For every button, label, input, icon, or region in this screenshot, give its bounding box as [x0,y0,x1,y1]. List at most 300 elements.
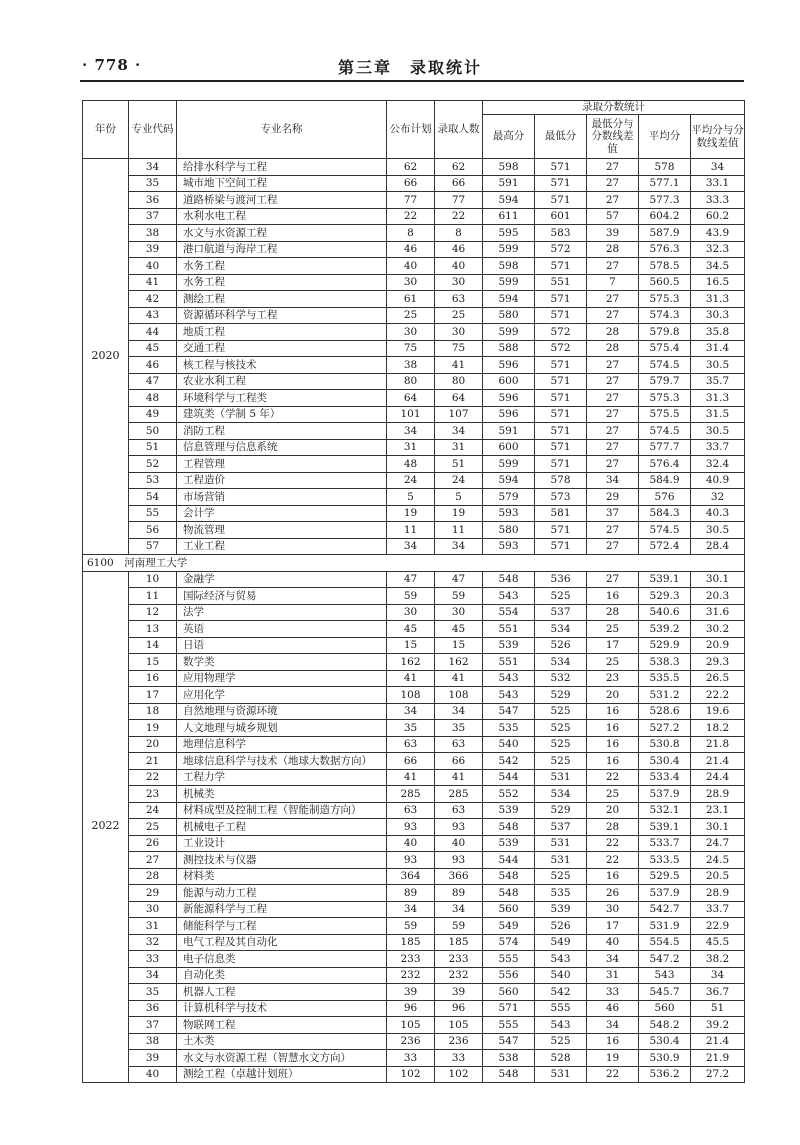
min_diff-cell: 7 [587,274,639,291]
min-cell: 535 [535,885,587,902]
admitted-cell: 162 [435,654,483,671]
min-cell: 528 [535,1050,587,1067]
name-cell: 物联网工程 [177,1017,387,1034]
min-cell: 543 [535,1017,587,1034]
avg_diff-cell: 31.6 [691,604,745,621]
code-cell: 32 [129,934,177,951]
avg_diff-cell: 45.5 [691,934,745,951]
plan-cell: 93 [387,852,435,869]
table-row [83,1017,745,1034]
max-cell: 548 [483,885,535,902]
admitted-cell: 30 [435,324,483,341]
min_diff-cell: 37 [587,505,639,522]
code-cell: 57 [129,538,177,555]
min-cell: 583 [535,225,587,242]
max-cell: 574 [483,934,535,951]
avg-cell: 575.3 [639,291,691,308]
avg_diff-cell: 33.7 [691,439,745,456]
min_diff-cell: 27 [587,456,639,473]
max-cell: 560 [483,984,535,1001]
min_diff-cell: 17 [587,637,639,654]
table-row [83,753,745,770]
table-row [83,951,745,968]
avg-cell: 576.4 [639,456,691,473]
code-cell: 30 [129,901,177,918]
table-row [83,1033,745,1050]
code-cell: 14 [129,637,177,654]
min_diff-cell: 16 [587,720,639,737]
avg-cell: 574.3 [639,307,691,324]
max-cell: 600 [483,373,535,390]
min_diff-cell: 16 [587,753,639,770]
min-cell: 571 [535,538,587,555]
name-cell: 资源循环科学与工程 [177,307,387,324]
min_diff-cell: 57 [587,208,639,225]
admitted-cell: 93 [435,852,483,869]
avg-cell: 579.7 [639,373,691,390]
admitted-cell: 25 [435,307,483,324]
avg_diff-cell: 60.2 [691,208,745,225]
admitted-cell: 59 [435,588,483,605]
plan-cell: 19 [387,505,435,522]
admitted-cell: 285 [435,786,483,803]
admitted-cell: 64 [435,390,483,407]
admitted-cell: 46 [435,241,483,258]
max-cell: 547 [483,703,535,720]
code-cell: 56 [129,522,177,539]
avg_diff-cell: 28.4 [691,538,745,555]
avg-cell: 545.7 [639,984,691,1001]
max-cell: 555 [483,951,535,968]
table-row [83,439,745,456]
table-row [83,274,745,291]
max-cell: 543 [483,687,535,704]
avg_diff-cell: 40.9 [691,472,745,489]
plan-cell: 77 [387,192,435,209]
code-cell: 36 [129,192,177,209]
avg-cell: 533.4 [639,769,691,786]
code-cell: 40 [129,258,177,275]
code-cell: 13 [129,621,177,638]
col-header-admitted: 录取人数 [435,101,483,159]
name-cell: 测绘工程（卓越计划班） [177,1066,387,1083]
min_diff-cell: 27 [587,357,639,374]
table-row [83,703,745,720]
admitted-cell: 62 [435,159,483,176]
max-cell: 542 [483,753,535,770]
name-cell: 会计学 [177,505,387,522]
admitted-cell: 30 [435,274,483,291]
table-row [83,340,745,357]
table-row [83,984,745,1001]
max-cell: 596 [483,390,535,407]
avg-cell: 574.5 [639,522,691,539]
table-row [83,208,745,225]
min_diff-cell: 20 [587,687,639,704]
table-row [83,357,745,374]
min_diff-cell: 17 [587,918,639,935]
min_diff-cell: 27 [587,423,639,440]
plan-cell: 233 [387,951,435,968]
max-cell: 588 [483,340,535,357]
year-cell: 2022 [83,571,129,1083]
min-cell: 572 [535,340,587,357]
min_diff-cell: 28 [587,241,639,258]
code-cell: 21 [129,753,177,770]
max-cell: 598 [483,258,535,275]
admitted-cell: 19 [435,505,483,522]
admitted-cell: 45 [435,621,483,638]
min_diff-cell: 29 [587,489,639,506]
code-cell: 22 [129,769,177,786]
avg_diff-cell: 39.2 [691,1017,745,1034]
avg-cell: 527.2 [639,720,691,737]
table-row [83,307,745,324]
avg-cell: 535.5 [639,670,691,687]
name-cell: 交通工程 [177,340,387,357]
avg_diff-cell: 33.3 [691,192,745,209]
min_diff-cell: 40 [587,934,639,951]
plan-cell: 40 [387,258,435,275]
min-cell: 537 [535,819,587,836]
name-cell: 新能源科学与工程 [177,901,387,918]
min_diff-cell: 39 [587,225,639,242]
table-row [83,769,745,786]
min-cell: 571 [535,439,587,456]
school-name: 6100 河南理工大学 [83,555,745,572]
code-cell: 35 [129,175,177,192]
table-row [83,489,745,506]
admitted-cell: 47 [435,571,483,588]
min-cell: 525 [535,753,587,770]
plan-cell: 30 [387,604,435,621]
table-row [83,258,745,275]
name-cell: 给排水科学与工程 [177,159,387,176]
avg_diff-cell: 51 [691,1000,745,1017]
max-cell: 591 [483,423,535,440]
avg_diff-cell: 32.3 [691,241,745,258]
avg_diff-cell: 30.5 [691,522,745,539]
admitted-cell: 8 [435,225,483,242]
avg-cell: 532.1 [639,802,691,819]
avg_diff-cell: 40.3 [691,505,745,522]
admitted-cell: 40 [435,258,483,275]
admitted-cell: 63 [435,291,483,308]
admitted-cell: 93 [435,819,483,836]
avg-cell: 539.1 [639,819,691,836]
admitted-cell: 63 [435,802,483,819]
avg-cell: 537.9 [639,786,691,803]
name-cell: 电气工程及其自动化 [177,934,387,951]
plan-cell: 39 [387,984,435,1001]
avg-cell: 577.1 [639,175,691,192]
table-row [83,472,745,489]
name-cell: 水文与水资源工程（智慧水文方向） [177,1050,387,1067]
avg_diff-cell: 24.5 [691,852,745,869]
min_diff-cell: 25 [587,654,639,671]
min_diff-cell: 16 [587,736,639,753]
min-cell: 534 [535,654,587,671]
plan-cell: 66 [387,175,435,192]
min-cell: 555 [535,1000,587,1017]
col-header-avg-diff: 平均分与分数线差值 [691,115,745,159]
min_diff-cell: 25 [587,786,639,803]
avg-cell: 584.3 [639,505,691,522]
min-cell: 525 [535,1033,587,1050]
admitted-cell: 15 [435,637,483,654]
avg_diff-cell: 32 [691,489,745,506]
max-cell: 538 [483,1050,535,1067]
avg_diff-cell: 30.1 [691,819,745,836]
min_diff-cell: 27 [587,522,639,539]
min_diff-cell: 31 [587,967,639,984]
max-cell: 593 [483,505,535,522]
code-cell: 40 [129,1066,177,1083]
plan-cell: 46 [387,241,435,258]
admitted-cell: 75 [435,340,483,357]
avg-cell: 587.9 [639,225,691,242]
name-cell: 土木类 [177,1033,387,1050]
avg_diff-cell: 36.7 [691,984,745,1001]
plan-cell: 45 [387,621,435,638]
avg_diff-cell: 29.3 [691,654,745,671]
plan-cell: 41 [387,670,435,687]
avg_diff-cell: 28.9 [691,786,745,803]
avg-cell: 584.9 [639,472,691,489]
admitted-cell: 33 [435,1050,483,1067]
plan-cell: 33 [387,1050,435,1067]
table-row [83,687,745,704]
avg_diff-cell: 18.2 [691,720,745,737]
name-cell: 水务工程 [177,274,387,291]
admitted-cell: 96 [435,1000,483,1017]
code-cell: 55 [129,505,177,522]
code-cell: 48 [129,390,177,407]
min_diff-cell: 16 [587,588,639,605]
plan-cell: 80 [387,373,435,390]
avg_diff-cell: 22.2 [691,687,745,704]
avg-cell: 578 [639,159,691,176]
avg_diff-cell: 21.4 [691,1033,745,1050]
min_diff-cell: 27 [587,307,639,324]
plan-cell: 236 [387,1033,435,1050]
admitted-cell: 66 [435,175,483,192]
table-row [83,1000,745,1017]
code-cell: 35 [129,984,177,1001]
min-cell: 571 [535,522,587,539]
avg_diff-cell: 35.7 [691,373,745,390]
admitted-cell: 89 [435,885,483,902]
max-cell: 543 [483,588,535,605]
max-cell: 548 [483,819,535,836]
name-cell: 水务工程 [177,258,387,275]
min-cell: 526 [535,918,587,935]
min-cell: 531 [535,1066,587,1083]
avg_diff-cell: 35.8 [691,324,745,341]
max-cell: 594 [483,291,535,308]
avg-cell: 548.2 [639,1017,691,1034]
min_diff-cell: 27 [587,192,639,209]
plan-cell: 101 [387,406,435,423]
year-cell: 2020 [83,159,129,555]
name-cell: 工业工程 [177,538,387,555]
avg_diff-cell: 21.4 [691,753,745,770]
admitted-cell: 80 [435,373,483,390]
min-cell: 525 [535,720,587,737]
code-cell: 54 [129,489,177,506]
admitted-cell: 34 [435,423,483,440]
name-cell: 金融学 [177,571,387,588]
min_diff-cell: 20 [587,802,639,819]
admitted-cell: 77 [435,192,483,209]
admitted-cell: 63 [435,736,483,753]
name-cell: 环境科学与工程类 [177,390,387,407]
max-cell: 600 [483,439,535,456]
avg_diff-cell: 34.5 [691,258,745,275]
code-cell: 28 [129,868,177,885]
avg_diff-cell: 21.8 [691,736,745,753]
admitted-cell: 35 [435,720,483,737]
max-cell: 548 [483,1066,535,1083]
plan-cell: 285 [387,786,435,803]
plan-cell: 162 [387,654,435,671]
min-cell: 551 [535,274,587,291]
table-row [83,637,745,654]
min-cell: 531 [535,835,587,852]
avg-cell: 554.5 [639,934,691,951]
col-header-min: 最低分 [535,115,587,159]
avg_diff-cell: 31.3 [691,291,745,308]
min-cell: 539 [535,901,587,918]
admitted-cell: 39 [435,984,483,1001]
admitted-cell: 59 [435,918,483,935]
school-row [83,555,745,572]
avg-cell: 542.7 [639,901,691,918]
avg-cell: 574.5 [639,423,691,440]
table-row [83,885,745,902]
min_diff-cell: 27 [587,258,639,275]
table-row [83,159,745,176]
avg_diff-cell: 30.2 [691,621,745,638]
name-cell: 农业水利工程 [177,373,387,390]
avg-cell: 543 [639,967,691,984]
min_diff-cell: 25 [587,621,639,638]
max-cell: 598 [483,159,535,176]
avg-cell: 537.9 [639,885,691,902]
avg_diff-cell: 33.1 [691,175,745,192]
table-row [83,588,745,605]
table-row [83,324,745,341]
min_diff-cell: 28 [587,819,639,836]
min-cell: 601 [535,208,587,225]
max-cell: 580 [483,307,535,324]
avg-cell: 528.6 [639,703,691,720]
code-cell: 52 [129,456,177,473]
name-cell: 能源与动力工程 [177,885,387,902]
avg_diff-cell: 26.5 [691,670,745,687]
min_diff-cell: 28 [587,324,639,341]
avg_diff-cell: 21.9 [691,1050,745,1067]
admitted-cell: 34 [435,703,483,720]
name-cell: 工业设计 [177,835,387,852]
name-cell: 市场营销 [177,489,387,506]
min-cell: 573 [535,489,587,506]
code-cell: 42 [129,291,177,308]
admitted-cell: 232 [435,967,483,984]
table-row [83,1050,745,1067]
min-cell: 536 [535,571,587,588]
min_diff-cell: 23 [587,670,639,687]
min-cell: 525 [535,588,587,605]
avg-cell: 575.3 [639,390,691,407]
min_diff-cell: 16 [587,868,639,885]
avg-cell: 577.3 [639,192,691,209]
table-row [83,406,745,423]
min-cell: 571 [535,291,587,308]
avg_diff-cell: 31.3 [691,390,745,407]
avg-cell: 536.2 [639,1066,691,1083]
avg_diff-cell: 24.7 [691,835,745,852]
col-header-avg: 平均分 [639,115,691,159]
avg_diff-cell: 20.3 [691,588,745,605]
table-row [83,373,745,390]
max-cell: 599 [483,241,535,258]
min-cell: 540 [535,967,587,984]
table-body [83,159,745,1083]
plan-cell: 63 [387,802,435,819]
avg_diff-cell: 30.1 [691,571,745,588]
min-cell: 571 [535,175,587,192]
min_diff-cell: 27 [587,159,639,176]
plan-cell: 31 [387,439,435,456]
code-cell: 29 [129,885,177,902]
min_diff-cell: 27 [587,373,639,390]
min-cell: 525 [535,868,587,885]
name-cell: 自然地理与资源环境 [177,703,387,720]
plan-cell: 38 [387,357,435,374]
min-cell: 571 [535,307,587,324]
code-cell: 38 [129,225,177,242]
avg_diff-cell: 22.9 [691,918,745,935]
avg-cell: 531.9 [639,918,691,935]
admitted-cell: 41 [435,357,483,374]
table-row [83,604,745,621]
table-row [83,192,745,209]
table-row [83,934,745,951]
name-cell: 物流管理 [177,522,387,539]
plan-cell: 15 [387,637,435,654]
name-cell: 核工程与核技术 [177,357,387,374]
plan-cell: 102 [387,1066,435,1083]
avg-cell: 533.7 [639,835,691,852]
table-row [83,835,745,852]
plan-cell: 40 [387,835,435,852]
min_diff-cell: 22 [587,1066,639,1083]
name-cell: 人文地理与城乡规划 [177,720,387,737]
admitted-cell: 34 [435,538,483,555]
min-cell: 571 [535,390,587,407]
admitted-cell: 41 [435,769,483,786]
min_diff-cell: 27 [587,538,639,555]
table-row [83,538,745,555]
plan-cell: 96 [387,1000,435,1017]
admitted-cell: 107 [435,406,483,423]
plan-cell: 41 [387,769,435,786]
admitted-cell: 366 [435,868,483,885]
max-cell: 551 [483,621,535,638]
plan-cell: 34 [387,423,435,440]
table-row [83,423,745,440]
